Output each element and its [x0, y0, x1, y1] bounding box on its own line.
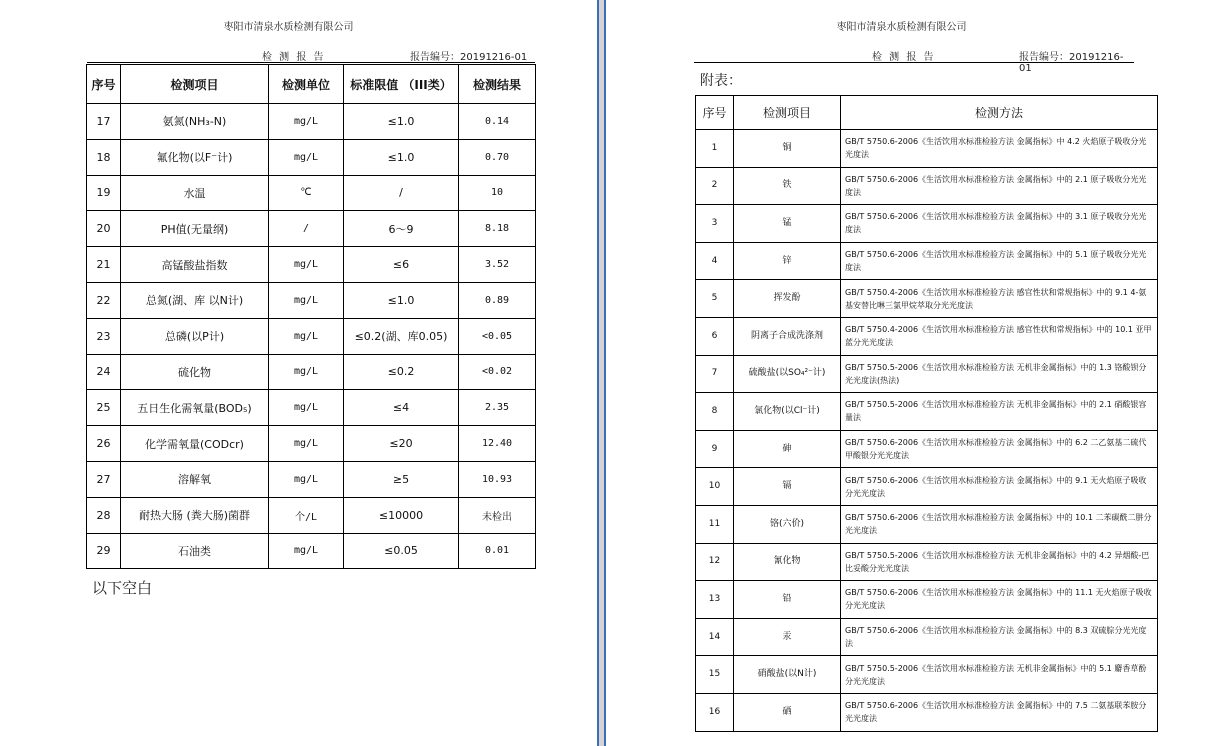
cell-method: GB/T 5750.6-2006《生活饮用水标准检验方法 金属指标》中的 8.3 双硫腙分光光度法 [841, 618, 1158, 656]
cell-item: 汞 [734, 618, 841, 656]
report-title-right: 检 测 报 告 [872, 52, 936, 63]
report-page-right [606, 0, 1207, 746]
cell-method: GB/T 5750.4-2006《生活饮用水标准检验方法 感官性状和常规指标》中的 9.1 4-氨基安替比啉三氯甲烷萃取分光光度法 [841, 280, 1158, 318]
cell-limit: ≤0.05 [344, 533, 459, 569]
table-header-row [696, 96, 1158, 130]
cell-result: 0.01 [459, 533, 536, 569]
cell-seq: 3 [696, 205, 734, 243]
table-row [87, 461, 536, 497]
cell-item: 氨氮(NH₃-N) [121, 104, 269, 140]
cell-unit: mg/L [269, 426, 344, 462]
cell-item: 镉 [734, 468, 841, 506]
cell-unit: mg/L [269, 390, 344, 426]
report-number-right: 报告编号：20191216-01 [1019, 52, 1124, 74]
cell-limit: 6～9 [344, 211, 459, 247]
table-row [696, 317, 1158, 355]
blank-note: 以下空白 [92, 579, 153, 597]
cell-method: GB/T 5750.6-2006《生活饮用水标准检验方法 金属指标》中的 9.1 无火焰原子吸收分光光度法 [841, 468, 1158, 506]
report-page-left [0, 0, 597, 746]
cell-item: 石油类 [121, 533, 269, 569]
cell-limit: ≤0.2(湖、库0.05) [344, 318, 459, 354]
cell-item: PH值(无量纲) [121, 211, 269, 247]
cell-limit: ≤0.2 [344, 354, 459, 390]
cell-item: 耐热大肠 (粪大肠)菌群 [121, 497, 269, 533]
table-row [696, 242, 1158, 280]
cell-limit: ≤10000 [344, 497, 459, 533]
col-header-unit: 检测单位 [269, 65, 344, 104]
cell-method: GB/T 5750.4-2006《生活饮用水标准检验方法 感官性状和常规指标》中的 10.1 亚甲蓝分光光度法 [841, 317, 1158, 355]
cell-method: GB/T 5750.5-2006《生活饮用水标准检验方法 无机非金属指标》中的 1.3 铬酸钡分光光度法(热法) [841, 355, 1158, 393]
cell-unit: ℃ [269, 175, 344, 211]
cell-result: <0.05 [459, 318, 536, 354]
cell-item: 锰 [734, 205, 841, 243]
cell-item: 铜 [734, 130, 841, 168]
cell-unit: mg/L [269, 533, 344, 569]
table-row [87, 104, 536, 140]
cell-result: 3.52 [459, 247, 536, 283]
cell-seq: 27 [87, 461, 121, 497]
cell-seq: 22 [87, 282, 121, 318]
cell-item: 氟化物(以F⁻计) [121, 139, 269, 175]
table-row [87, 139, 536, 175]
cell-seq: 20 [87, 211, 121, 247]
cell-seq: 4 [696, 242, 734, 280]
cell-limit: ≤1.0 [344, 282, 459, 318]
table-row [87, 211, 536, 247]
table-row [87, 282, 536, 318]
table-row [696, 693, 1158, 731]
table-row [696, 393, 1158, 431]
cell-item: 氯化物(以Cl⁻计) [734, 393, 841, 431]
cell-result: 10.93 [459, 461, 536, 497]
col-header-limit: 标准限值 （III类） [344, 65, 459, 104]
table-row [696, 505, 1158, 543]
cell-result: 2.35 [459, 390, 536, 426]
cell-item: 总磷(以P计) [121, 318, 269, 354]
table-row [696, 430, 1158, 468]
col-header-seq: 序号 [87, 65, 121, 104]
cell-limit: ≤4 [344, 390, 459, 426]
cell-item: 阴离子合成洗涤剂 [734, 317, 841, 355]
results-table-body [87, 104, 536, 569]
cell-limit: ≤1.0 [344, 104, 459, 140]
report-number: 报告编号：20191216-01 [410, 52, 528, 63]
report-header-line [87, 48, 535, 63]
report-header-line-right [694, 48, 1134, 74]
cell-limit: ≤1.0 [344, 139, 459, 175]
table-row [87, 318, 536, 354]
table-row [87, 175, 536, 211]
table-row [696, 581, 1158, 619]
cell-method: GB/T 5750.6-2006《生活饮用水标准检验方法 金属指标》中的 2.1 原子吸收分光光度法 [841, 167, 1158, 205]
col-header-result: 检测结果 [459, 65, 536, 104]
cell-seq: 18 [87, 139, 121, 175]
company-name-right: 枣阳市清泉水质检测有限公司 [836, 22, 967, 33]
cell-seq: 21 [87, 247, 121, 283]
cell-unit: mg/L [269, 461, 344, 497]
table-row [87, 426, 536, 462]
table-row [696, 543, 1158, 581]
table-row [696, 280, 1158, 318]
table-row [696, 618, 1158, 656]
cell-item: 高锰酸盐指数 [121, 247, 269, 283]
cell-result: 8.18 [459, 211, 536, 247]
table-row [696, 205, 1158, 243]
cell-method: GB/T 5750.6-2006《生活饮用水标准检验方法 金属指标》中的 6.2 二乙氨基二硫代甲酸银分光光度法 [841, 430, 1158, 468]
cell-item: 硫化物 [121, 354, 269, 390]
cell-method: GB/T 5750.6-2006《生活饮用水标准检验方法 金属指标》中的 7.5 二氨基联苯胺分光光度法 [841, 693, 1158, 731]
cell-limit: ≤6 [344, 247, 459, 283]
cell-seq: 10 [696, 468, 734, 506]
cell-result: 0.70 [459, 139, 536, 175]
table-row [696, 167, 1158, 205]
cell-item: 氰化物 [734, 543, 841, 581]
cell-seq: 26 [87, 426, 121, 462]
table-row [87, 354, 536, 390]
table-header-row [87, 65, 536, 104]
cell-seq: 29 [87, 533, 121, 569]
cell-unit: mg/L [269, 139, 344, 175]
cell-result: 12.40 [459, 426, 536, 462]
cell-seq: 25 [87, 390, 121, 426]
results-table [86, 64, 536, 569]
cell-result: 未检出 [459, 497, 536, 533]
cell-seq: 16 [696, 693, 734, 731]
appendix-label: 附表： [700, 73, 742, 89]
cell-item: 硒 [734, 693, 841, 731]
cell-method: GB/T 5750.6-2006《生活饮用水标准检验方法 金属指标》中的 5.1 原子吸收分光光度法 [841, 242, 1158, 280]
report-title: 检 测 报 告 [262, 52, 326, 63]
cell-unit: mg/L [269, 247, 344, 283]
cell-item: 锌 [734, 242, 841, 280]
cell-method: GB/T 5750.5-2006《生活饮用水标准检验方法 无机非金属指标》中的 5.1 麝香草酚分光光度法 [841, 656, 1158, 694]
cell-item: 铅 [734, 581, 841, 619]
cell-item: 五日生化需氧量(BOD₅) [121, 390, 269, 426]
cell-method: GB/T 5750.5-2006《生活饮用水标准检验方法 无机非金属指标》中的 2.1 硝酸银容量法 [841, 393, 1158, 431]
table-row [696, 130, 1158, 168]
cell-item: 溶解氧 [121, 461, 269, 497]
cell-unit: / [269, 211, 344, 247]
cell-item: 挥发酚 [734, 280, 841, 318]
cell-limit: ≥5 [344, 461, 459, 497]
table-row [696, 656, 1158, 694]
cell-result: <0.02 [459, 354, 536, 390]
table-row [87, 497, 536, 533]
cell-result: 0.14 [459, 104, 536, 140]
cell-method: GB/T 5750.5-2006《生活饮用水标准检验方法 无机非金属指标》中的 4.2 异烟酸-巴比妥酸分光光度法 [841, 543, 1158, 581]
table-row [696, 468, 1158, 506]
cell-result: 10 [459, 175, 536, 211]
cell-unit: mg/L [269, 282, 344, 318]
cell-method: GB/T 5750.6-2006《生活饮用水标准检验方法 金属指标》中的 10.1 二苯碳酰二肼分光光度法 [841, 505, 1158, 543]
col-header-item: 检测项目 [734, 96, 841, 130]
cell-method: GB/T 5750.6-2006《生活饮用水标准检验方法 金属指标》中的 3.1 原子吸收分光光度法 [841, 205, 1158, 243]
cell-item: 砷 [734, 430, 841, 468]
cell-seq: 28 [87, 497, 121, 533]
cell-item: 总氮(湖、库 以N计) [121, 282, 269, 318]
cell-seq: 9 [696, 430, 734, 468]
cell-item: 硝酸盐(以N计) [734, 656, 841, 694]
cell-seq: 23 [87, 318, 121, 354]
cell-limit: ≤20 [344, 426, 459, 462]
cell-seq: 5 [696, 280, 734, 318]
cell-seq: 19 [87, 175, 121, 211]
cell-unit: mg/L [269, 318, 344, 354]
cell-seq: 13 [696, 581, 734, 619]
methods-table [695, 95, 1158, 732]
cell-method: GB/T 5750.6-2006《生活饮用水标准检验方法 金属指标》中的 11.1 无火焰原子吸收分光光度法 [841, 581, 1158, 619]
methods-table-body [696, 130, 1158, 732]
cell-seq: 15 [696, 656, 734, 694]
cell-method: GB/T 5750.6-2006《生活饮用水标准检验方法 金属指标》中 4.2 火焰原子吸收分光光度法 [841, 130, 1158, 168]
cell-seq: 14 [696, 618, 734, 656]
col-header-method: 检测方法 [841, 96, 1158, 130]
table-row [87, 533, 536, 569]
cell-seq: 2 [696, 167, 734, 205]
cell-item: 化学需氧量(CODcr) [121, 426, 269, 462]
cell-seq: 11 [696, 505, 734, 543]
cell-item: 硫酸盐(以SO₄²⁻计) [734, 355, 841, 393]
cell-seq: 24 [87, 354, 121, 390]
cell-seq: 8 [696, 393, 734, 431]
cell-unit: mg/L [269, 104, 344, 140]
table-row [87, 390, 536, 426]
cell-item: 铁 [734, 167, 841, 205]
cell-unit: 个/L [269, 497, 344, 533]
col-header-seq: 序号 [696, 96, 734, 130]
cell-seq: 6 [696, 317, 734, 355]
cell-seq: 17 [87, 104, 121, 140]
cell-seq: 1 [696, 130, 734, 168]
cell-seq: 12 [696, 543, 734, 581]
col-header-item: 检测项目 [121, 65, 269, 104]
cell-unit: mg/L [269, 354, 344, 390]
company-name: 枣阳市清泉水质检测有限公司 [223, 22, 354, 33]
cell-result: 0.89 [459, 282, 536, 318]
table-row [696, 355, 1158, 393]
cell-seq: 7 [696, 355, 734, 393]
cell-item: 水温 [121, 175, 269, 211]
cell-limit: / [344, 175, 459, 211]
table-row [87, 247, 536, 283]
cell-item: 铬(六价) [734, 505, 841, 543]
page-gutter [597, 0, 606, 746]
